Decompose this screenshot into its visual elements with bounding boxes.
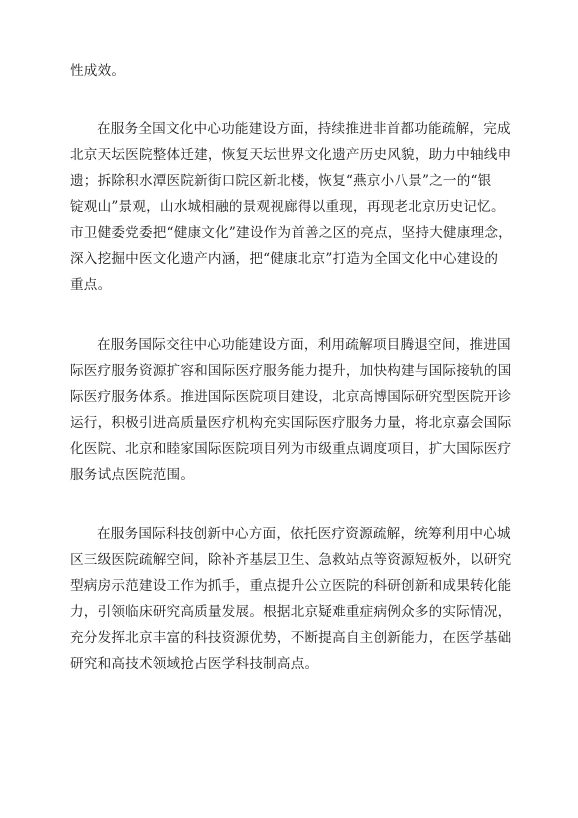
text-line: 充分发挥北京丰富的科技资源优势，不断提高自主创新能力，在医学基础 (70, 630, 512, 646)
text-line: 重点。 (70, 277, 112, 293)
text-line: 在服务全国文化中心功能建设方面，持续推进非首都功能疏解，完成 (97, 121, 511, 137)
text-line: 际医疗服务体系。推进国际医院项目建设，北京高博国际研究型医院开诊 (70, 389, 512, 405)
text-line: 际医疗服务资源扩容和国际医疗服务能力提升，加快构建与国际接轨的国 (70, 363, 512, 379)
text-line: 研究和高技术领域抢占医学科技制高点。 (70, 656, 319, 672)
text-line: 运行，积极引进高质量医疗机构充实国际医疗服务力量，将北京嘉会国际 (70, 415, 512, 431)
text-line: 在服务国际交往中心功能建设方面，利用疏解项目腾退空间，推进国 (97, 337, 511, 353)
text-line: 型病房示范建设工作为抓手，重点提升公立医院的科研创新和成果转化能 (70, 578, 512, 594)
text-line: 市卫健委党委把“健康文化”建设作为首善之区的亮点，坚持大健康理念， (70, 225, 512, 241)
text-line: 性成效。 (70, 63, 126, 79)
text-line: 在服务国际科技创新中心方面，依托医疗资源疏解，统筹利用中心城 (97, 526, 511, 542)
text-line: 化医院、北京和睦家国际医院项目列为市级重点调度项目，扩大国际医疗 (70, 441, 512, 457)
text-line: 区三级医院疏解空间，除补齐基层卫生、急救站点等资源短板外，以研究 (70, 552, 512, 568)
text-line: 北京天坛医院整体迁建，恢复天坛世界文化遗产历史风貌，助力中轴线申 (70, 147, 512, 163)
text-line: 锭观山”景观，山水城相融的景观视廊得以重现，再现老北京历史记忆。 (70, 199, 505, 215)
text-line: 服务试点医院范围。 (70, 467, 195, 483)
text-line: 深入挖掘中医文化遗产内涵，把“健康北京”打造为全国文化中心建设的 (70, 251, 499, 267)
text-line: 遗；拆除积水潭医院新街口院区新北楼，恢复“燕京小八景”之一的“银 (70, 173, 492, 189)
text-line: 力，引领临床研究高质量发展。根据北京疑难重症病例众多的实际情况， (70, 604, 512, 620)
